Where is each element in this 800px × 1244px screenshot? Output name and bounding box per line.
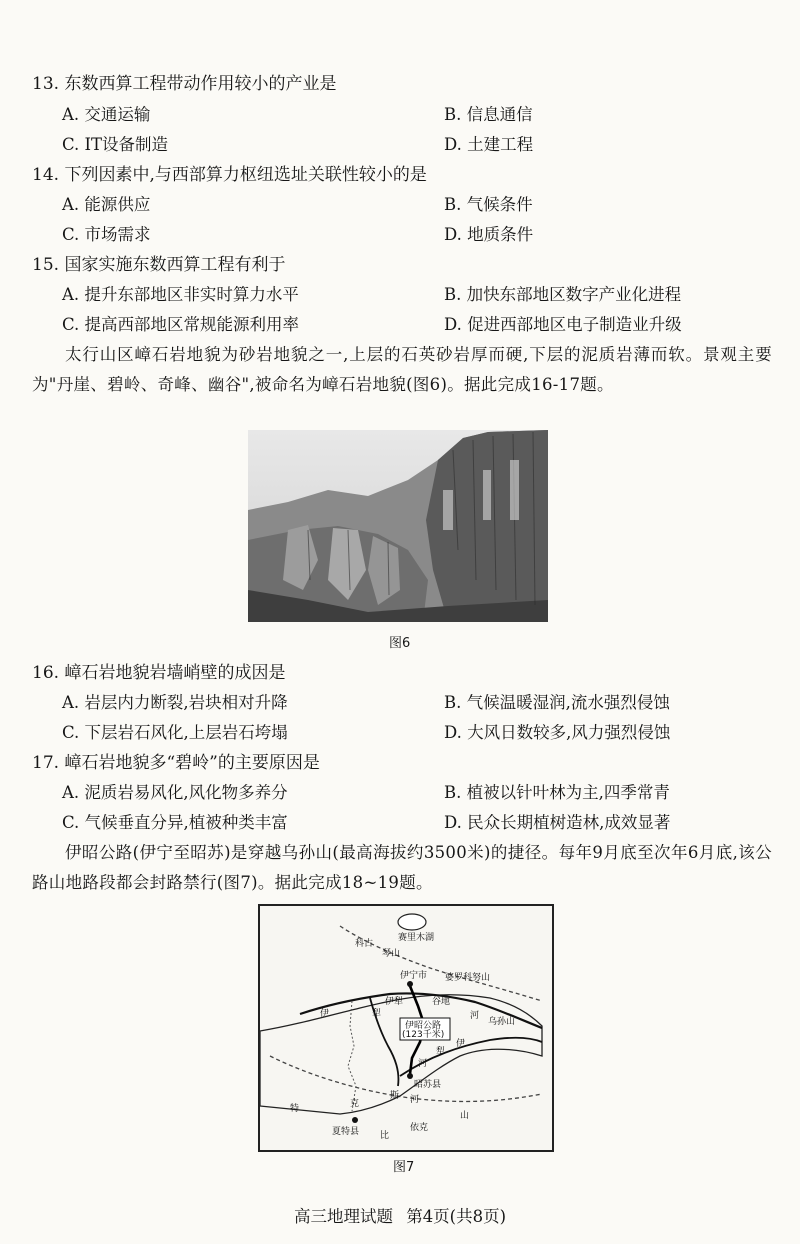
footer-page: 第4页(共8页)	[406, 1207, 507, 1226]
map-label-zhaosu: 昭苏县	[414, 1080, 442, 1090]
q15-option-c[interactable]: C. 提高西部地区常规能源利用率	[62, 315, 300, 334]
q16-option-b[interactable]: B. 气候温暖湿润,流水强烈侵蚀	[444, 693, 670, 712]
question-16-stem: 16. 嶂石岩地貌岩墙峭壁的成因是	[32, 663, 286, 683]
map-label-tekes-3: 斯	[390, 1091, 400, 1101]
q16-option-a[interactable]: A. 岩层内力断裂,岩块相对升降	[62, 693, 288, 712]
map-label-tekes-4: 河	[410, 1095, 420, 1105]
cliff-landscape-image	[248, 430, 548, 622]
q17-option-a[interactable]: A. 泥质岩易风化,风化物多养分	[62, 783, 288, 802]
lake-shape	[398, 914, 426, 930]
footer-subject: 高三地理试题	[293, 1207, 393, 1226]
map-label-road-length: (123千米)	[402, 1030, 445, 1040]
q16-option-d[interactable]: D. 大风日数较多,风力强烈侵蚀	[444, 723, 671, 742]
question-14-stem: 14. 下列因素中,与西部算力枢纽选址关联性较小的是	[32, 165, 427, 185]
q13-option-d[interactable]: D. 土建工程	[444, 135, 534, 154]
question-13-stem: 13. 东数西算工程带动作用较小的产业是	[32, 74, 337, 94]
figure-6-photo	[248, 430, 548, 622]
map-label-valley-1: 伊犁	[385, 997, 404, 1007]
q17-option-b[interactable]: B. 植被以针叶林为主,四季常青	[444, 783, 670, 802]
map-label-river-6: 河	[418, 1059, 428, 1069]
q15-option-b[interactable]: B. 加快东部地区数字产业化进程	[444, 285, 682, 304]
yining-marker	[407, 981, 413, 987]
map-label-river-3: 河	[470, 1011, 480, 1021]
map-label-river-5: 犁	[436, 1047, 446, 1057]
ili-region-map	[260, 906, 552, 1150]
q17-option-d[interactable]: D. 民众长期植树造林,成效显著	[444, 813, 671, 832]
figure-7-caption: 图7	[393, 1160, 415, 1175]
map-label-mountain-6: 山	[460, 1111, 470, 1121]
question-15-stem: 15. 国家实施东数西算工程有利于	[32, 255, 286, 275]
map-label-mountain-3: 婆罗科努山	[445, 973, 491, 983]
map-label-wusun: 乌孙山	[488, 1017, 516, 1027]
q15-option-d[interactable]: D. 促进西部地区电子制造业升级	[444, 315, 682, 334]
figure-7-map	[258, 904, 554, 1152]
zhaosu-marker	[407, 1073, 413, 1079]
q14-option-b[interactable]: B. 气候条件	[444, 195, 533, 214]
q17-option-c[interactable]: C. 气候垂直分异,植被种类丰富	[62, 813, 288, 832]
q13-option-b[interactable]: B. 信息通信	[444, 105, 533, 124]
q14-option-d[interactable]: D. 地质条件	[444, 225, 534, 244]
q14-option-a[interactable]: A. 能源供应	[62, 195, 151, 214]
map-label-mountain-2: 琴山	[382, 949, 401, 959]
page-footer	[0, 1203, 800, 1227]
map-label-river-1: 伊	[320, 1009, 330, 1019]
map-label-mountain-5: 依克	[410, 1123, 429, 1133]
map-label-lake: 赛里木湖	[398, 933, 435, 943]
passage-landform: 太行山区嶂石岩地貌为砂岩地貌之一,上层的石英砂岩厚而硬,下层的泥质岩薄而软。景观主要为"丹崖、碧岭、奇峰、幽谷",被命名为嶂石岩地貌(图6)。据此完成16-17题。	[32, 345, 772, 394]
q13-option-c[interactable]: C. IT设备制造	[62, 135, 169, 154]
map-label-road: 伊昭公路	[405, 1021, 442, 1031]
question-17-stem: 17. 嶂石岩地貌多“碧岭”的主要原因是	[32, 753, 320, 773]
map-label-tekes-1: 特	[290, 1104, 300, 1114]
q14-option-c[interactable]: C. 市场需求	[62, 225, 151, 244]
passage-road: 伊昭公路(伊宁至昭苏)是穿越乌孙山(最高海拔约3500米)的捷径。每年9月底至次年6月底,该公路山地路段都会封路禁行(图7)。据此完成18~19题。	[32, 843, 772, 892]
map-label-river-2: 犁	[372, 1009, 382, 1019]
map-label-valley-2: 谷地	[432, 997, 451, 1007]
map-label-xiate: 夏特县	[332, 1127, 360, 1137]
map-label-mountain-4: 比	[380, 1131, 390, 1141]
map-label-river-4: 伊	[456, 1039, 466, 1049]
map-label-tekes-2: 克	[350, 1099, 360, 1109]
q15-option-a[interactable]: A. 提升东部地区非实时算力水平	[62, 285, 299, 304]
q13-option-a[interactable]: A. 交通运输	[62, 105, 151, 124]
map-label-yining: 伊宁市	[400, 971, 428, 981]
xiate-marker	[352, 1117, 358, 1123]
q16-option-c[interactable]: C. 下层岩石风化,上层岩石垮塌	[62, 723, 288, 742]
figure-6-caption: 图6	[389, 636, 411, 651]
map-label-mountain-1: 科古	[355, 939, 374, 949]
